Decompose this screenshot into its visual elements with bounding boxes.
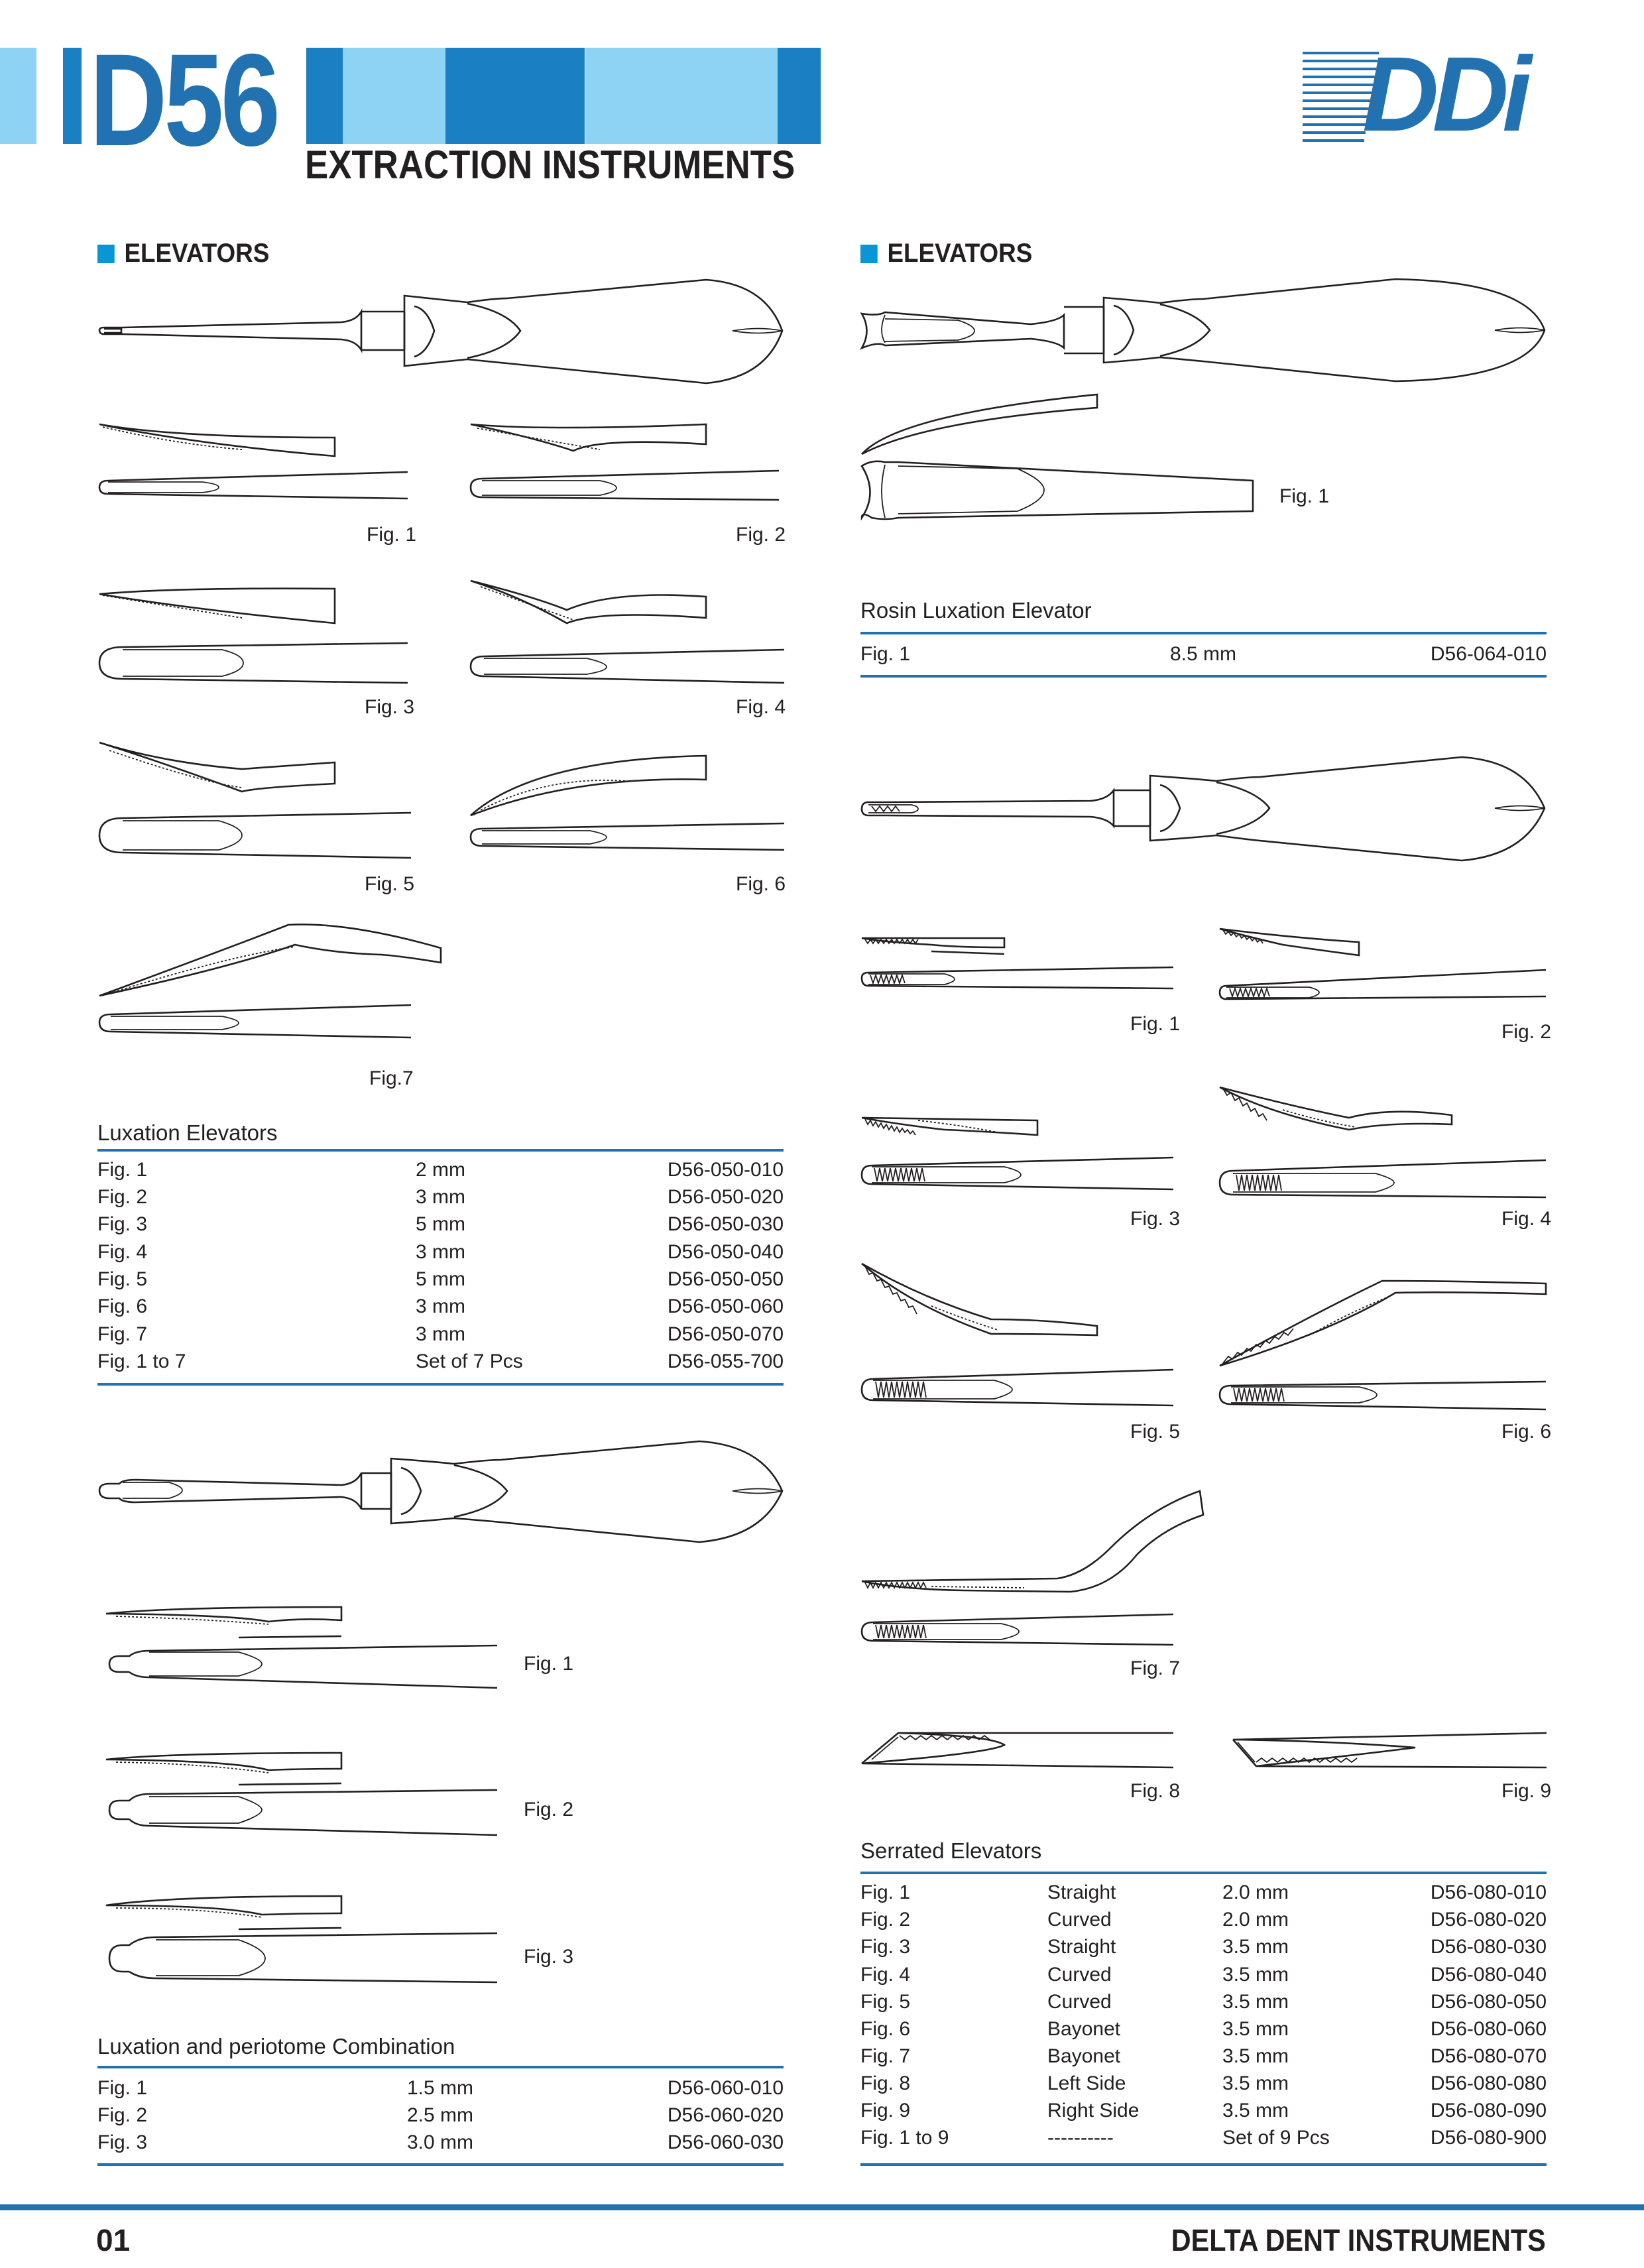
logo-text: DDi xyxy=(1362,34,1525,153)
luxation-fig5-label: Fig. 5 xyxy=(365,873,415,895)
serrated-fig9-label: Fig. 9 xyxy=(1501,1780,1552,1802)
serrated-fig3-drawing xyxy=(858,1107,1177,1200)
left-section-title: ELEVATORS xyxy=(97,239,269,269)
serrated-fig4-label: Fig. 4 xyxy=(1501,1208,1552,1230)
luxation-fig4-label: Fig. 4 xyxy=(736,696,786,718)
serrated-fig5-label: Fig. 5 xyxy=(1130,1421,1181,1443)
luxation-fig5-drawing xyxy=(96,736,414,862)
table-row: Fig. 6 Bayonet 3.5 mm D56-080-060 xyxy=(860,2018,1547,2040)
luxation-fig7-label: Fig.7 xyxy=(369,1067,414,1089)
ddi-logo xyxy=(1299,34,1551,153)
combo-fig1-label: Fig. 1 xyxy=(524,1653,574,1675)
rosin-elevator-illustration xyxy=(858,269,1548,394)
serrated-fig6-drawing xyxy=(1216,1273,1548,1412)
combo-table-bottom-rule xyxy=(97,2163,784,2166)
combo-fig3-drawing xyxy=(103,1889,514,1989)
luxation-elevator-illustration xyxy=(96,272,786,391)
luxation-fig4-drawing xyxy=(467,570,786,689)
table-row: Fig. 2 2.5 mm D56-060-020 xyxy=(97,2104,784,2126)
right-section-title: ELEVATORS xyxy=(860,239,1032,269)
combo-fig1-drawing xyxy=(103,1598,514,1697)
table-row: Fig. 9 Right Side 3.5 mm D56-080-090 xyxy=(860,2100,1547,2121)
luxation-fig6-label: Fig. 6 xyxy=(736,873,786,895)
serrated-elevator-illustration xyxy=(858,749,1548,868)
serrated-table-top-rule xyxy=(860,1872,1547,1874)
luxation-fig2-drawing xyxy=(467,418,786,510)
combination-elevator-illustration xyxy=(96,1432,786,1551)
section-square-icon xyxy=(97,245,115,263)
table-row: Fig. 1 8.5 mm D56-064-010 xyxy=(860,643,1547,665)
table-row: Fig. 1 to 9 ---------- Set of 9 Pcs D56-080-900 xyxy=(860,2127,1547,2149)
serrated-fig1-label: Fig. 1 xyxy=(1130,1013,1181,1035)
table-row: Fig. 6 3 mm D56-050-060 xyxy=(97,1295,784,1317)
table-row: Fig. 7 3 mm D56-050-070 xyxy=(97,1323,784,1345)
serrated-table-title: Serrated Elevators xyxy=(860,1838,1042,1863)
serrated-fig7-label: Fig. 7 xyxy=(1130,1657,1181,1679)
luxation-fig6-drawing xyxy=(467,749,786,862)
footer-bar xyxy=(0,2204,1644,2210)
table-row: Fig. 1 Straight 2.0 mm D56-080-010 xyxy=(860,1881,1547,1903)
luxation-fig3-drawing xyxy=(96,583,414,689)
table-row: Fig. 7 Bayonet 3.5 mm D56-080-070 xyxy=(860,2045,1547,2067)
serrated-fig8-drawing xyxy=(858,1724,1177,1777)
luxation-table-top-rule xyxy=(97,1149,784,1152)
rosin-fig1-label: Fig. 1 xyxy=(1279,485,1330,507)
luxation-fig3-label: Fig. 3 xyxy=(365,696,415,718)
table-row: Fig. 4 3 mm D56-050-040 xyxy=(97,1241,784,1263)
serrated-fig1-drawing xyxy=(858,931,1177,1004)
table-row: Fig. 8 Left Side 3.5 mm D56-080-080 xyxy=(860,2072,1547,2094)
luxation-fig2-label: Fig. 2 xyxy=(736,524,786,546)
luxation-table-title: Luxation Elevators xyxy=(97,1120,278,1145)
table-row: Fig. 2 3 mm D56-050-020 xyxy=(97,1186,784,1208)
luxation-fig7-drawing xyxy=(96,922,454,1047)
serrated-fig3-label: Fig. 3 xyxy=(1130,1208,1181,1230)
combo-fig3-label: Fig. 3 xyxy=(524,1946,574,1968)
rosin-table-bottom-rule xyxy=(860,675,1547,678)
luxation-fig1-drawing xyxy=(96,418,414,510)
serrated-fig4-drawing xyxy=(1216,1081,1548,1207)
combo-table-top-rule xyxy=(97,2066,784,2068)
page-number: 01 xyxy=(96,2223,131,2257)
catalog-code: D56 xyxy=(89,27,278,173)
serrated-fig8-label: Fig. 8 xyxy=(1130,1780,1181,1802)
table-row: Fig. 1 1.5 mm D56-060-010 xyxy=(97,2077,784,2099)
rosin-fig1-drawing xyxy=(858,388,1256,540)
table-row: Fig. 5 5 mm D56-050-050 xyxy=(97,1268,784,1290)
table-row: Fig. 3 Straight 3.5 mm D56-080-030 xyxy=(860,1936,1547,1958)
serrated-fig9-drawing xyxy=(1230,1724,1548,1777)
table-row: Fig. 3 5 mm D56-050-030 xyxy=(97,1213,784,1235)
serrated-table-bottom-rule xyxy=(860,2163,1547,2166)
footer-company-name: DELTA DENT INSTRUMENTS xyxy=(1171,2223,1546,2257)
combo-fig2-drawing xyxy=(103,1744,514,1843)
table-row: Fig. 1 2 mm D56-050-010 xyxy=(97,1159,784,1181)
combo-fig2-label: Fig. 2 xyxy=(524,1799,574,1820)
rosin-table-title: Rosin Luxation Elevator xyxy=(860,598,1092,623)
section-square-icon xyxy=(860,245,878,263)
table-row: Fig. 3 3.0 mm D56-060-030 xyxy=(97,2131,784,2153)
luxation-table-bottom-rule xyxy=(97,1383,784,1386)
page-subtitle: EXTRACTION INSTRUMENTS xyxy=(305,143,795,187)
table-row: Fig. 2 Curved 2.0 mm D56-080-020 xyxy=(860,1909,1547,1931)
luxation-fig1-label: Fig. 1 xyxy=(367,524,417,546)
serrated-fig7-drawing xyxy=(858,1488,1216,1647)
serrated-fig2-drawing xyxy=(1216,925,1548,1011)
serrated-fig6-label: Fig. 6 xyxy=(1501,1421,1552,1443)
table-row: Fig. 1 to 7 Set of 7 Pcs D56-055-700 xyxy=(97,1350,784,1372)
table-row: Fig. 5 Curved 3.5 mm D56-080-050 xyxy=(860,1991,1547,2013)
table-row: Fig. 4 Curved 3.5 mm D56-080-040 xyxy=(860,1964,1547,1986)
serrated-fig5-drawing xyxy=(858,1260,1177,1409)
rosin-table-top-rule xyxy=(860,632,1547,634)
serrated-fig2-label: Fig. 2 xyxy=(1501,1021,1552,1043)
combo-table-title: Luxation and periotome Combination xyxy=(97,2034,455,2059)
